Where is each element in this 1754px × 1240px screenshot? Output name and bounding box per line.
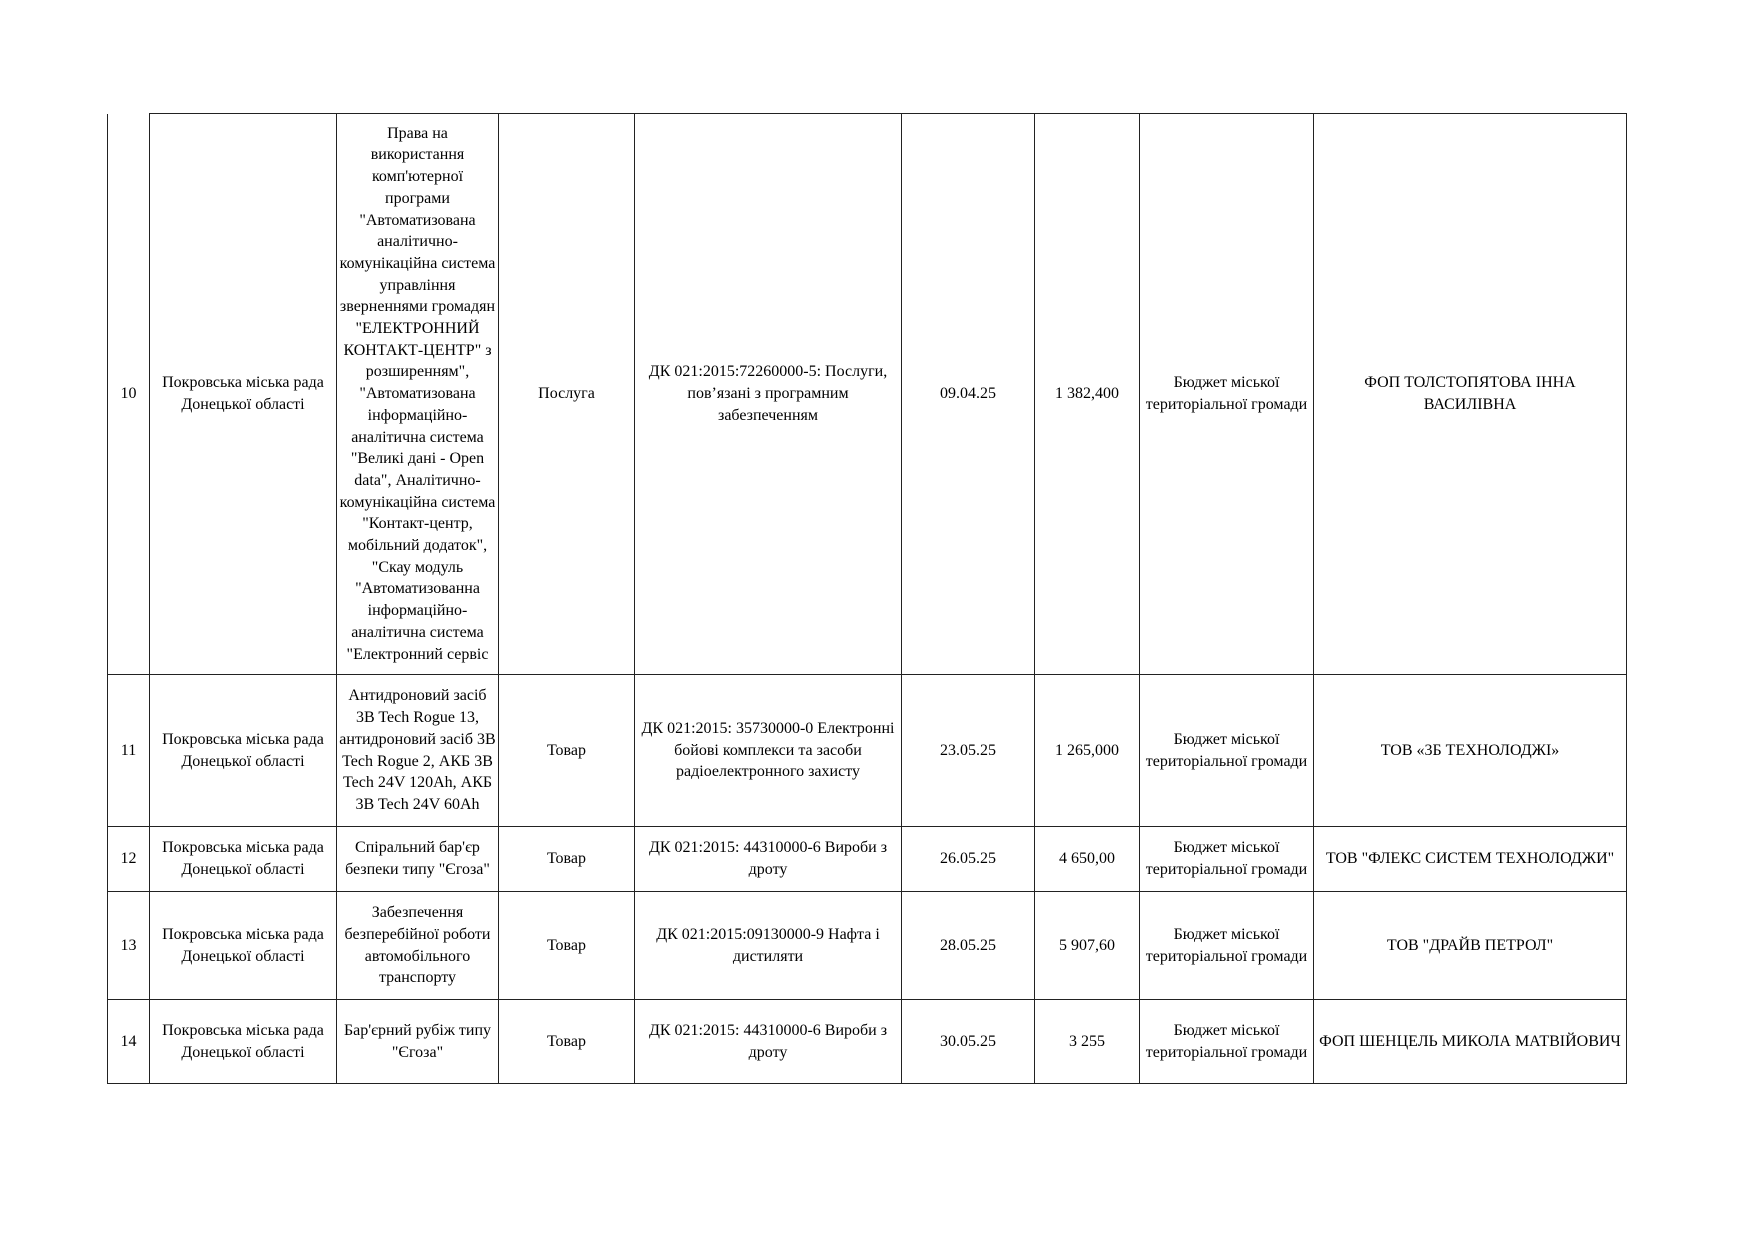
row-number: 11 [108, 675, 150, 827]
subject-cell: Бар'єрний рубіж типу "Єгоза" [337, 1000, 499, 1084]
subject-text: Права на використання комп'ютерної програми "Автоматизована аналітично-комунікаційна система управління зверненнями громадян "ЕЛЕКТРОННИЙ КОНТАКТ-ЦЕНТР" з розширенням", "Автоматизована інформаційно-аналітична система "Великі дані - Open data", Аналітично-комунікаційна система "Контакт-центр, мобільний додаток", "Скау модуль "Автоматизованна інформаційно-аналітична система "Електронний сервіс [339, 124, 496, 663]
code-cell: ДК 021:2015:09130000-9 Нафта і дистиляти [635, 892, 902, 1000]
table-row [108, 827, 1627, 892]
subject-cell [337, 114, 499, 675]
date-cell: 09.04.25 [902, 114, 1035, 675]
source-cell: Бюджет міської територіальної громади [1140, 114, 1314, 675]
type-cell: Товар [499, 675, 635, 827]
customer-cell: Покровська міська рада Донецької області [150, 1000, 337, 1084]
subject-cell: Антидроновий засіб 3B Tech Rogue 13, антидроновий засіб 3B Tech Rogue 2, АКБ 3B Tech 24V 120Ah, АКБ 3B Tech 24V 60Ah [337, 675, 499, 827]
table-row [108, 675, 1627, 827]
row-number: 12 [108, 827, 150, 892]
source-cell: Бюджет міської територіальної громади [1140, 892, 1314, 1000]
supplier-cell: ФОП ТОЛСТОПЯТОВА ІННА ВАСИЛІВНА [1314, 114, 1627, 675]
customer-cell: Покровська міська рада Донецької області [150, 827, 337, 892]
customer-cell: Покровська міська рада Донецької області [150, 114, 337, 675]
amount-cell: 4 650,00 [1035, 827, 1140, 892]
amount-cell: 3 255 [1035, 1000, 1140, 1084]
customer-cell: Покровська міська рада Донецької області [150, 892, 337, 1000]
supplier-cell: ТОВ "ФЛЕКС СИСТЕМ ТЕХНОЛОДЖИ" [1314, 827, 1627, 892]
date-cell: 26.05.25 [902, 827, 1035, 892]
row-number: 10 [108, 114, 150, 675]
table-row [108, 892, 1627, 1000]
type-cell: Товар [499, 827, 635, 892]
procurement-table [107, 113, 1627, 1084]
code-cell: ДК 021:2015: 44310000-6 Вироби з дроту [635, 827, 902, 892]
type-cell: Послуга [499, 114, 635, 675]
table-row [108, 1000, 1627, 1084]
amount-cell: 1 265,000 [1035, 675, 1140, 827]
supplier-cell: ФОП ШЕНЦЕЛЬ МИКОЛА МАТВІЙОВИЧ [1314, 1000, 1627, 1084]
subject-cell: Спіральний бар'єр безпеки типу "Єгоза" [337, 827, 499, 892]
row-number: 13 [108, 892, 150, 1000]
customer-cell: Покровська міська рада Донецької області [150, 675, 337, 827]
row-number: 14 [108, 1000, 150, 1084]
code-cell: ДК 021:2015: 44310000-6 Вироби з дроту [635, 1000, 902, 1084]
supplier-cell: ТОВ "ДРАЙВ ПЕТРОЛ" [1314, 892, 1627, 1000]
type-cell: Товар [499, 1000, 635, 1084]
code-cell: ДК 021:2015:72260000-5: Послуги, пов’язані з програмним забезпеченням [635, 114, 902, 675]
amount-cell: 1 382,400 [1035, 114, 1140, 675]
source-cell: Бюджет міської територіальної громади [1140, 827, 1314, 892]
date-cell: 30.05.25 [902, 1000, 1035, 1084]
supplier-cell: ТОВ «3Б ТЕХНОЛОДЖІ» [1314, 675, 1627, 827]
table-row [108, 114, 1627, 675]
type-cell: Товар [499, 892, 635, 1000]
source-cell: Бюджет міської територіальної громади [1140, 1000, 1314, 1084]
subject-cell: Забезпечення безперебійної роботи автомобільного транспорту [337, 892, 499, 1000]
date-cell: 28.05.25 [902, 892, 1035, 1000]
amount-cell: 5 907,60 [1035, 892, 1140, 1000]
source-cell: Бюджет міської територіальної громади [1140, 675, 1314, 827]
date-cell: 23.05.25 [902, 675, 1035, 827]
code-cell: ДК 021:2015: 35730000-0 Електронні бойові комплекси та засоби радіоелектронного захисту [635, 675, 902, 827]
